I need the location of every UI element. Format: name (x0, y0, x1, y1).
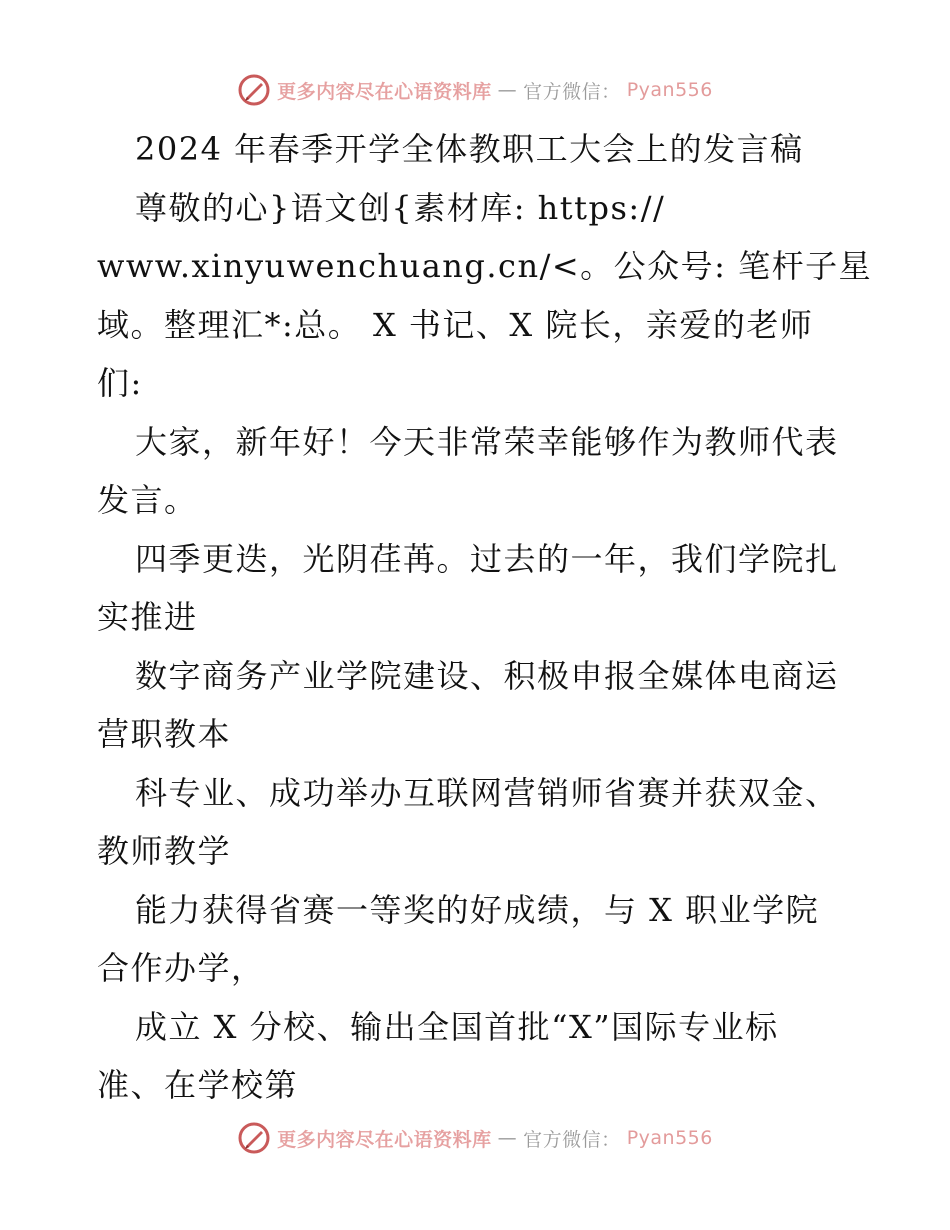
document-line: 成立 X 分校、输出全国首批“X”国际专业标 (135, 1007, 779, 1046)
watermark-main-text: 更多内容尽在心语资料库 (277, 1128, 492, 1151)
watermark-dash: — (497, 79, 518, 101)
document-line: 准、在学校第 (97, 1066, 299, 1104)
document-line: 大家，新年好！今天非常荣幸能够作为教师代表 (135, 422, 839, 461)
document-line: 数字商务产业学院建设、积极申报全媒体电商运 (135, 656, 839, 695)
quill-pen-logo-icon (237, 1121, 271, 1155)
document-line: 发言。 (97, 481, 198, 519)
watermark-dash: — (497, 1127, 518, 1149)
watermark-sub-text: 官方微信： (523, 1128, 621, 1151)
document-line: 科专业、成功举办互联网营销师省赛并获双金、 (135, 773, 839, 812)
watermark-banner-bottom (0, 1118, 950, 1158)
document-body (97, 120, 873, 1115)
watermark-banner-top (0, 70, 950, 110)
document-line: 实推进 (97, 598, 198, 636)
watermark-sub-text: 官方微信： (523, 80, 621, 103)
document-line: 营职教本 (97, 715, 232, 753)
document-line: 四季更迭，光阴荏苒。过去的一年，我们学院扎 (135, 539, 839, 578)
watermark-account: Pyan556 (626, 79, 713, 101)
watermark-main-text: 更多内容尽在心语资料库 (277, 80, 492, 103)
document-line: 教师教学 (97, 832, 232, 870)
watermark-account: Pyan556 (626, 1127, 713, 1149)
document-line: 们: (97, 364, 143, 402)
quill-pen-logo-icon (237, 73, 271, 107)
document-line: 能力获得省赛一等奖的好成绩，与 X 职业学院 (135, 890, 820, 929)
document-line: 尊敬的心}语文创{素材库: https:// (135, 188, 666, 227)
document-line: www.xinyuwenchuang.cn/<。公众号: 笔杆子星 (97, 247, 873, 285)
document-title: 2024 年春季开学全体教职工大会上的发言稿 (135, 130, 804, 168)
document-line: 域。整理汇*:总。 X 书记、X 院长，亲爱的老师 (97, 305, 814, 344)
document-line: 合作办学， (97, 949, 265, 987)
